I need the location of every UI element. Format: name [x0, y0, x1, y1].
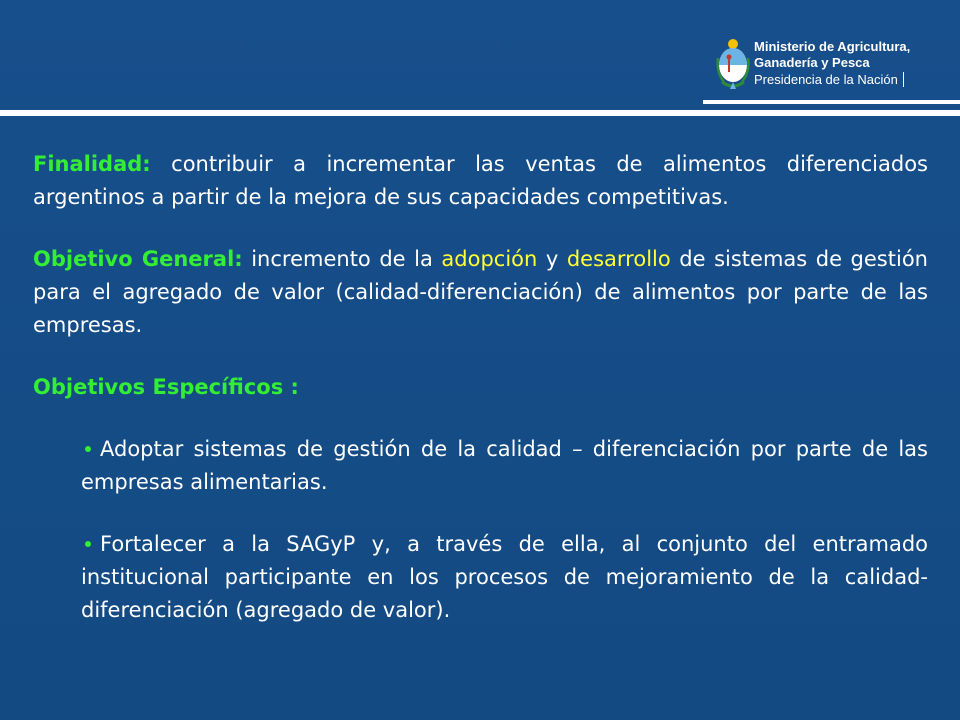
ministry-line-1: Ministerio de Agricultura,	[754, 39, 911, 54]
bullet-icon	[85, 541, 91, 547]
finalidad-paragraph	[33, 148, 928, 214]
argentina-coat-of-arms-icon	[714, 38, 752, 90]
bullet-icon	[85, 446, 91, 452]
finalidad-label: Finalidad:	[33, 152, 151, 176]
slide-body	[33, 148, 928, 656]
list-item-text: Adoptar sistemas de gestión de la calidad – diferenciación por parte de las empresas alimentarias.	[81, 437, 928, 494]
presidencia-text: Presidencia de la Nación	[754, 72, 898, 87]
header-rule	[0, 110, 960, 116]
ministry-line-2: Ganadería y Pesca	[754, 55, 870, 70]
objetivos-especificos-label: Objetivos Específicos :	[33, 375, 299, 399]
objetivo-general-label: Objetivo General:	[33, 247, 243, 271]
ministry-logo	[706, 34, 946, 98]
ministry-line-3	[754, 71, 910, 88]
finalidad-text: contribuir a incrementar las ventas de alimentos diferenciados argentinos a partir de la mejora de sus capacidades competitivas.	[33, 152, 928, 209]
highlight-adopcion: adopción	[441, 247, 538, 271]
objetivo-general-text-after: de sistemas de gestión para el agregado de valor (calidad-diferenciación) de alimentos por parte de las empresas.	[33, 247, 928, 337]
header-rule-step	[703, 100, 960, 110]
objetivo-general-paragraph	[33, 243, 928, 342]
logo-divider	[903, 72, 904, 87]
header	[0, 0, 960, 118]
ministry-name	[754, 39, 910, 88]
list-item	[81, 433, 928, 499]
highlight-desarrollo: desarrollo	[566, 247, 671, 271]
objetivo-general-text-before: incremento de la	[242, 247, 442, 271]
objetivos-especificos-heading	[33, 371, 928, 404]
list-item	[81, 528, 928, 627]
objetivo-general-text-mid: y	[537, 247, 567, 271]
list-item-text: Fortalecer a la SAGyP y, a través de ella, al conjunto del entramado institucional participante en los procesos de mejoramiento de la calidad-diferenciación (agregado de valor).	[81, 532, 928, 622]
